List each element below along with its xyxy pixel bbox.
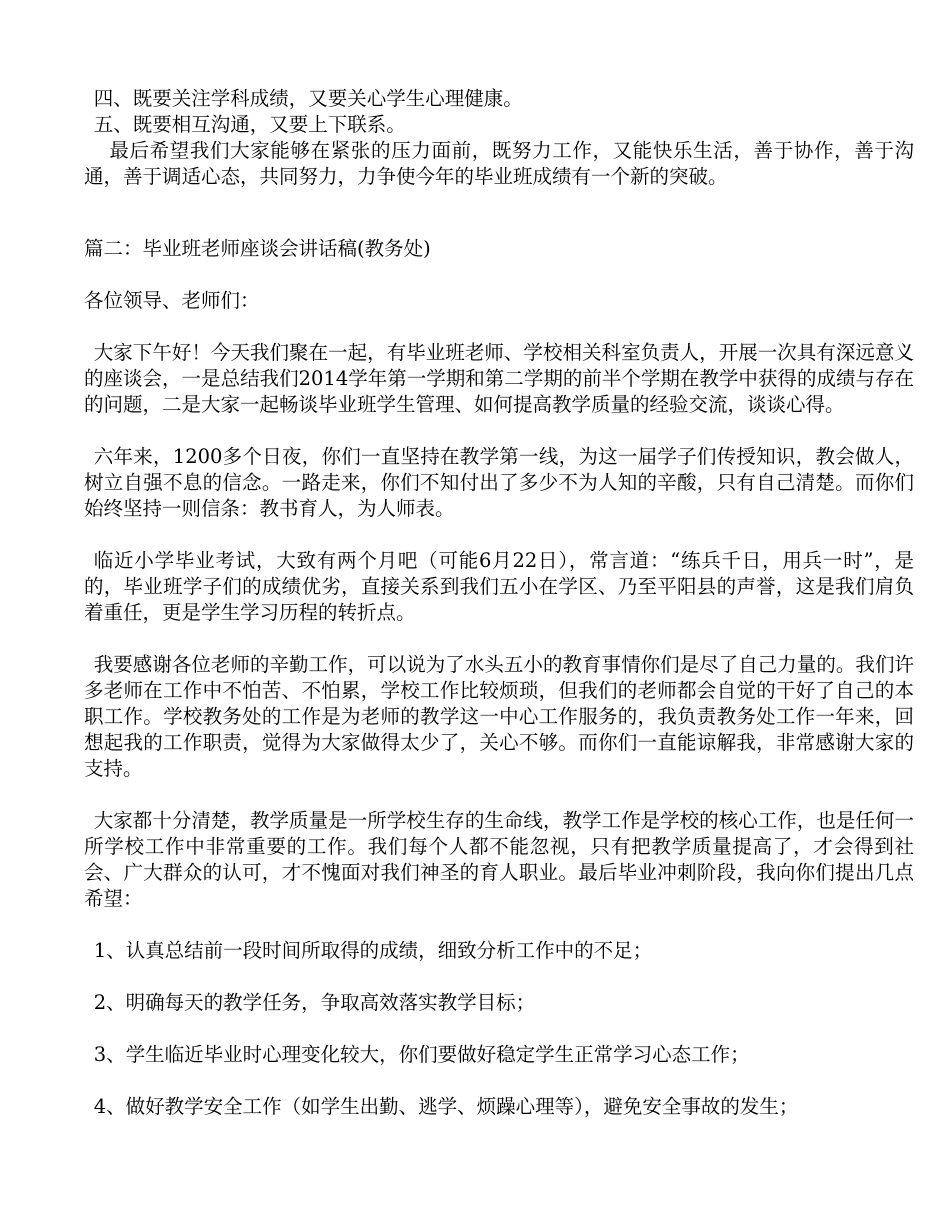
document-page [84, 86, 914, 1120]
paragraph-quality: 大家都十分清楚，教学质量是一所学校生存的生命线，教学工作是学校的核心工作，也是任何一所学校工作中非常重要的工作。我们每个人都不能忽视，只有把教学质量提高了，才会得到社会、广大群众的认可，才不愧面对我们神圣的育人职业。最后毕业冲刺阶段，我向你们提出几点希望： [84, 809, 914, 910]
paragraph-thanks: 我要感谢各位老师的辛勤工作，可以说为了水头五小的教育事情你们是尽了自己力量的。我们许多老师在工作中不怕苦、不怕累，学校工作比较烦琐，但我们的老师都会自觉的干好了自己的本职工作。学校教务处的工作是为老师的教学这一中心工作服务的，我负责教务处工作一年来，回想起我的工作职责，觉得为大家做得太少了，关心不够。而你们一直能谅解我，非常感谢大家的支持。 [84, 653, 914, 780]
paragraph-point-five: 五、既要相互沟通，又要上下联系。 [93, 113, 406, 136]
list-item-2: 2、明确每天的教学任务，争取高效落实教学目标； [93, 991, 536, 1014]
paragraph-point-four: 四、既要关注学科成绩，又要关心学生心理健康。 [93, 87, 523, 110]
paragraph-intro: 大家下午好！今天我们聚在一起，有毕业班老师、学校相关科室负责人，开展一次具有深远意义的座谈会，一是总结我们2014学年第一学期和第二学期的前半个学期在教学中获得的成绩与存在的问题，二是大家一起畅谈毕业班学生管理、如何提高教学质量的经验交流，谈谈心得。 [84, 341, 914, 416]
paragraph-closing-hope: 最后希望我们大家能够在紧张的压力面前，既努力工作，又能快乐生活，善于协作，善于沟通，善于调适心态，共同努力，力争使今年的毕业班成绩有一个新的突破。 [84, 139, 914, 188]
list-item-4: 4、做好教学安全工作（如学生出勤、逃学、烦躁心理等），避免安全事故的发生； [93, 1095, 799, 1118]
list-item-1: 1、认真总结前一段时间所取得的成绩，细致分析工作中的不足； [93, 939, 653, 962]
paragraph-six-years: 六年来，1200多个日夜，你们一直坚持在教学第一线，为这一届学子们传授知识，教会做人，树立自强不息的信念。一路走来，你们不知付出了多少不为人知的辛酸，只有自己清楚。而你们始终坚持一则信条：教书育人，为人师表。 [84, 445, 914, 520]
greeting: 各位领导、老师们： [84, 289, 260, 312]
list-item-3: 3、学生临近毕业时心理变化较大，你们要做好稳定学生正常学习心态工作； [93, 1043, 750, 1066]
paragraph-exam: 临近小学毕业考试，大致有两个月吧（可能6月22日），常言道：“练兵千日，用兵一时”，是的，毕业班学子们的成绩优劣，直接关系到我们五小在学区、乃至平阳县的声誉，这是我们肩负着重任，更是学生学习历程的转折点。 [84, 549, 914, 624]
section-heading: 篇二：毕业班老师座谈会讲话稿(教务处) [84, 237, 431, 260]
